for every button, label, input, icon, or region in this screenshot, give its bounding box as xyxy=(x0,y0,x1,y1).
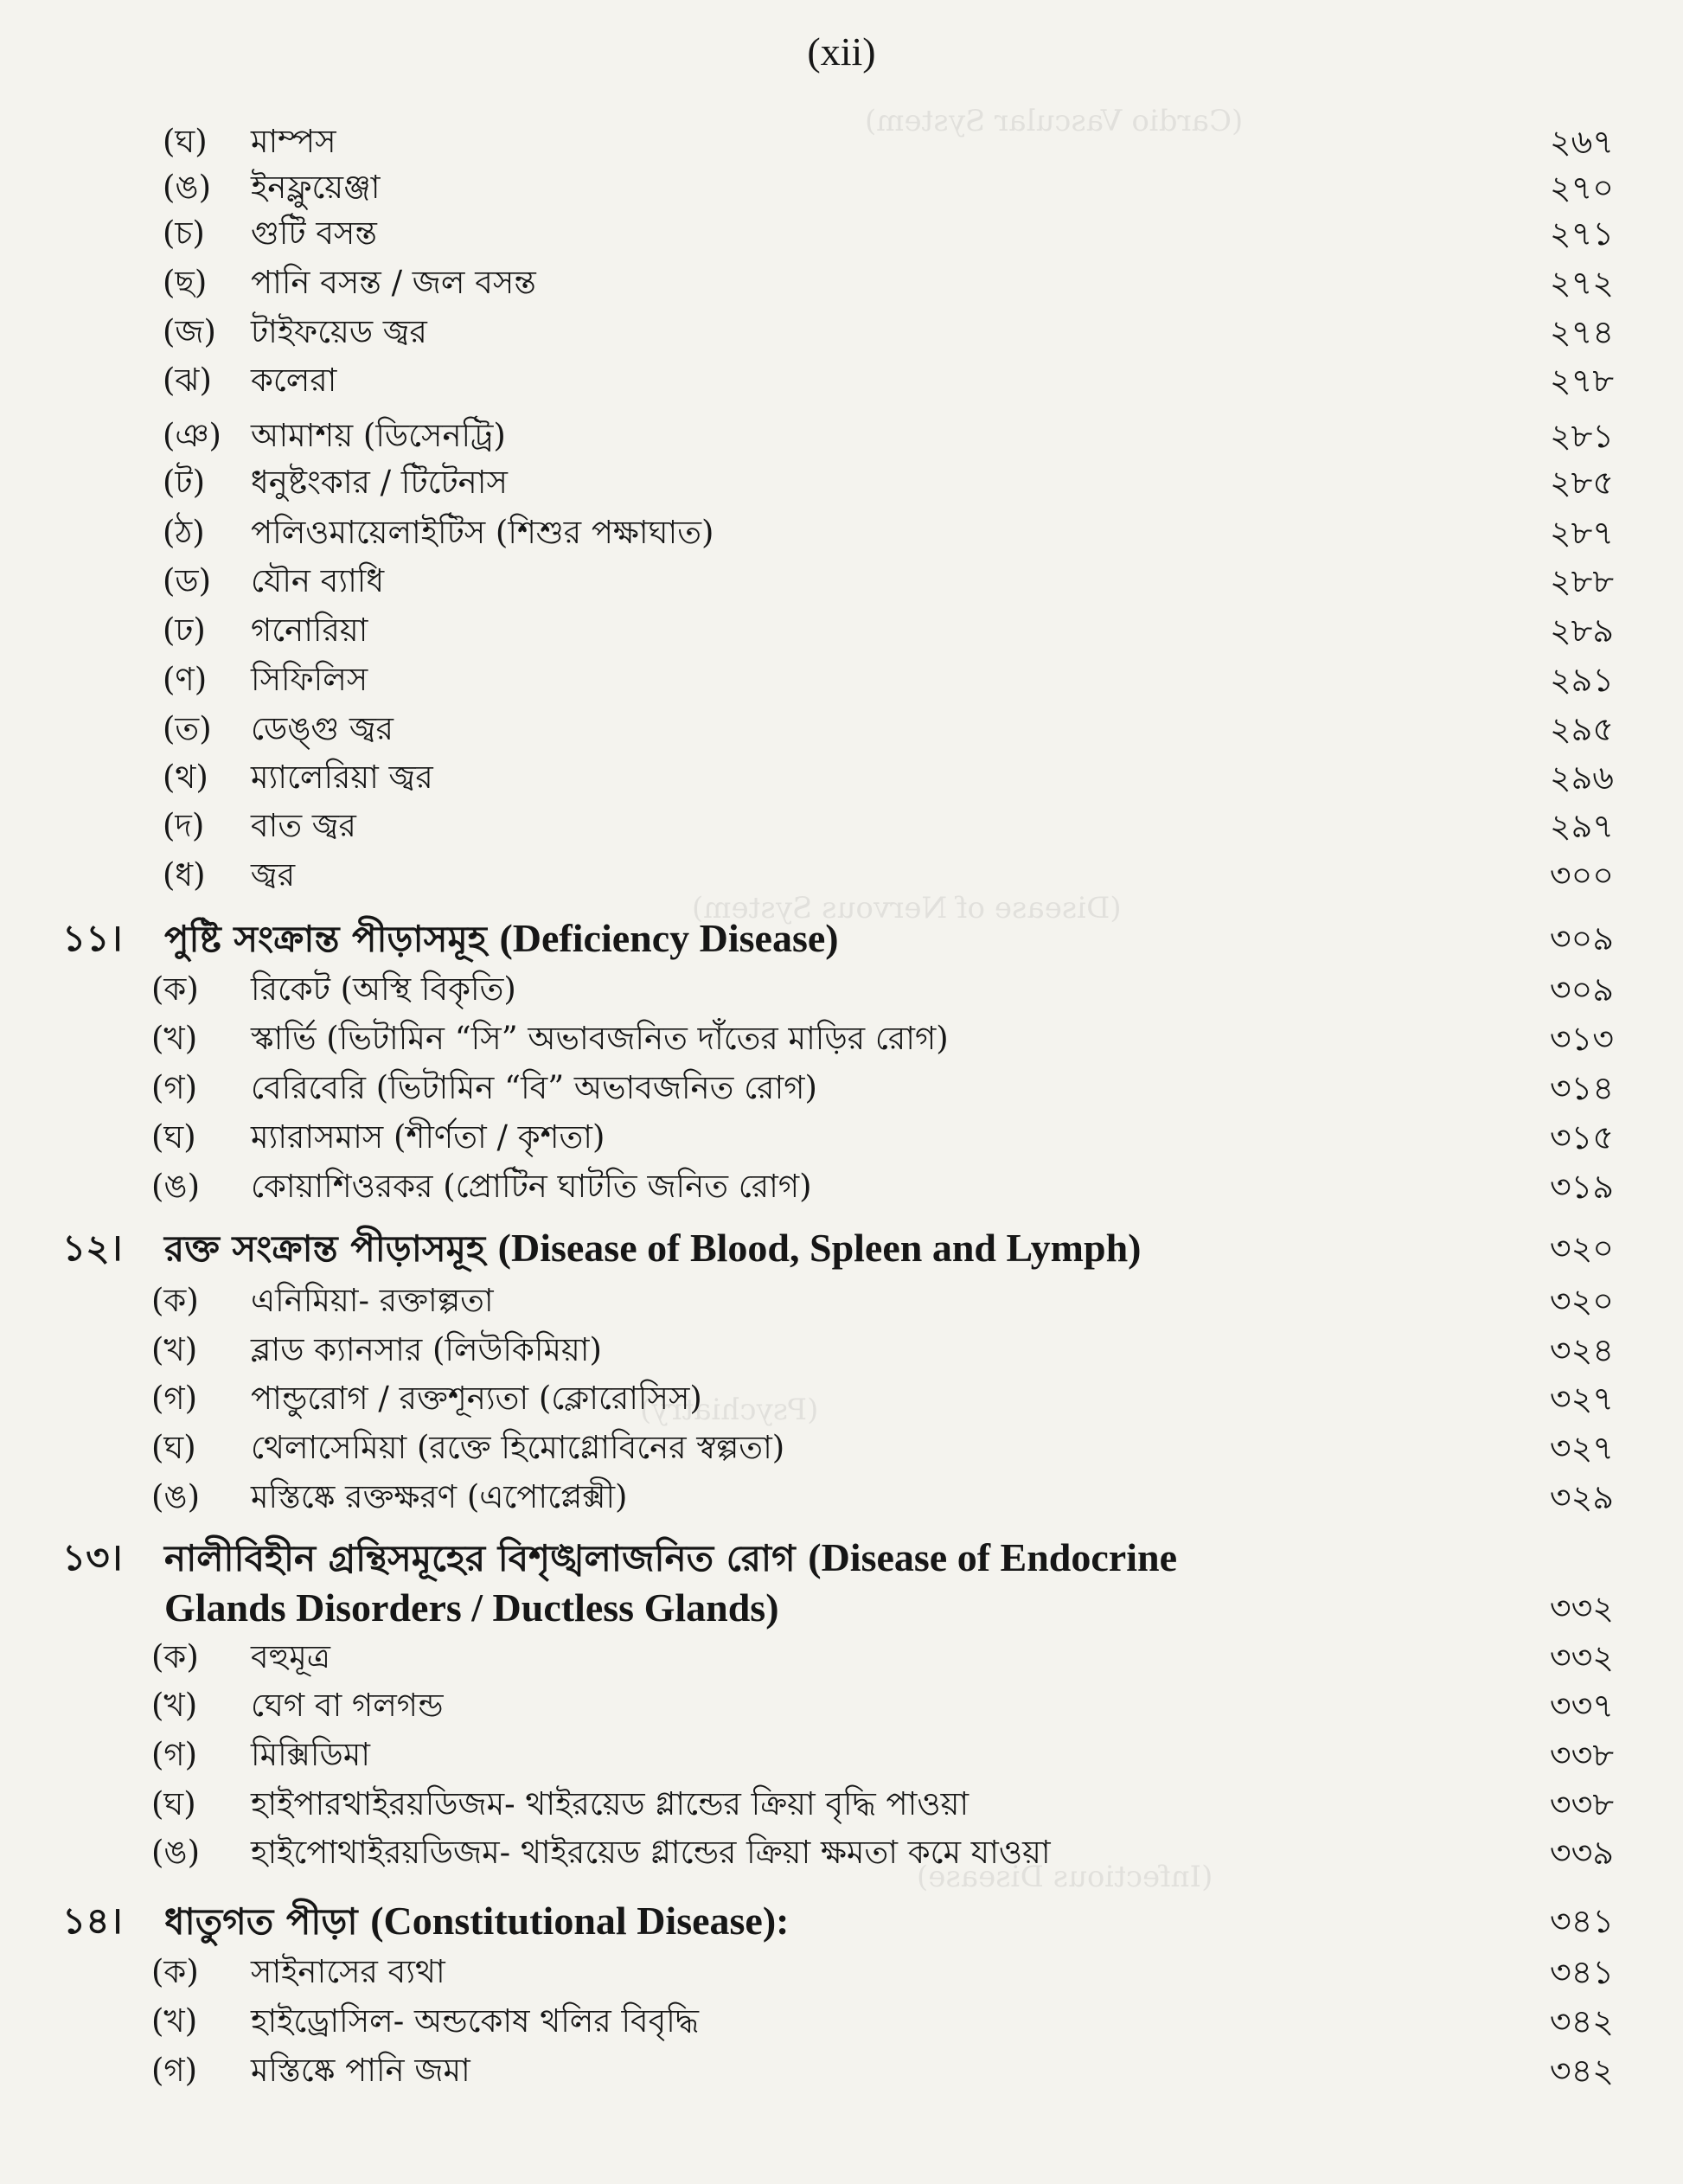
toc-entry xyxy=(0,1999,1683,2044)
entry-marker: (গ) xyxy=(151,1069,198,1106)
entry-title: কোয়াশিওরকর (প্রোটিন ঘাটতি জনিত রোগ) xyxy=(251,1168,812,1205)
toc-entry xyxy=(0,707,1683,752)
entry-marker: (ক) xyxy=(151,970,199,1008)
entry-marker: (ক) xyxy=(151,1282,199,1319)
entry-marker: (থ) xyxy=(163,759,208,796)
toc-entry xyxy=(0,657,1683,702)
entry-title: পান্ডুরোগ / রক্তশূন্যতা (ক্লোরোসিস) xyxy=(251,1380,702,1417)
entry-page: ২৭০ xyxy=(1549,169,1614,207)
entry-title: পলিওমায়েলাইটিস (শিশুর পক্ষাঘাত) xyxy=(251,514,714,551)
section-title-bn: নালীবিহীন গ্রন্থিসমূহের বিশৃঙ্খলাজনিত রোগ xyxy=(164,1537,796,1579)
entry-page: ৩৪১ xyxy=(1549,1953,1614,1991)
toc-entry xyxy=(0,1683,1683,1728)
entry-page: ২৯৫ xyxy=(1549,710,1614,748)
entry-marker: (খ) xyxy=(151,1331,198,1368)
entry-title: ম্যালেরিয়া জ্বর xyxy=(251,759,433,796)
entry-marker: (গ) xyxy=(151,1380,198,1417)
section-heading-endocrine xyxy=(0,1533,1683,1633)
entry-page: ৩২৭ xyxy=(1549,1429,1614,1467)
entry-page: ৩৪২ xyxy=(1549,2002,1614,2040)
entry-marker: (ছ) xyxy=(163,264,208,301)
entry-title: হাইড্রোসিল- অন্ডকোষ থলির বিবৃদ্ধি xyxy=(251,2002,699,2040)
entry-title: স্কার্ভি (ভিটামিন “সি” অভাবজনিত দাঁতের মাড়ির রোগ) xyxy=(251,1020,949,1057)
entry-title: ব্লাড ক্যানসার (লিউকিমিয়া) xyxy=(251,1331,602,1368)
entry-title: বহুমূত্র xyxy=(251,1638,330,1675)
entry-page: ৩০০ xyxy=(1549,856,1614,894)
entry-title: আমাশয় (ডিসেনট্রি) xyxy=(251,417,506,454)
entry-page: ২৮৭ xyxy=(1549,514,1614,552)
entry-marker: (ক) xyxy=(151,1953,199,1990)
entry-title: যৌন ব্যাধি xyxy=(251,562,385,599)
entry-title: হাইপোথাইরয়ডিজম- থাইরয়েড গ্লান্ডের ক্রিয়া ক্ষমতা কমে যাওয়া xyxy=(251,1834,1051,1871)
section-page: ৩২০ xyxy=(1549,1229,1614,1267)
entry-page: ৩২৯ xyxy=(1549,1478,1614,1516)
entry-marker: (ক) xyxy=(151,1638,199,1675)
entry-marker: (চ) xyxy=(163,215,205,252)
entry-marker: (গ) xyxy=(151,2052,198,2089)
toc-entry xyxy=(0,1164,1683,1209)
toc-entry xyxy=(0,804,1683,849)
entry-page: ২৭১ xyxy=(1549,215,1614,253)
entry-title: ডেঙ্গু জ্বর xyxy=(251,710,394,747)
entry-title: পানি বসন্ত / জল বসন্ত xyxy=(251,264,536,301)
entry-marker: (ঢ) xyxy=(163,612,206,649)
toc-entry xyxy=(0,1278,1683,1323)
entry-page: ৩৩৯ xyxy=(1549,1834,1614,1872)
toc-entry xyxy=(0,310,1683,355)
entry-title: কলেরা xyxy=(251,362,337,399)
entry-marker: (ড) xyxy=(163,562,212,599)
section-number: ১৪। xyxy=(62,1899,123,1942)
entry-title: রিকেট (অস্থি বিকৃতি) xyxy=(251,970,516,1008)
entry-page: ২৭২ xyxy=(1549,264,1614,302)
entry-title: মস্তিষ্কে পানি জমা xyxy=(251,2052,470,2089)
entry-page: ২৯৬ xyxy=(1549,759,1614,797)
entry-marker: (জ) xyxy=(163,313,216,350)
entry-marker: (ঘ) xyxy=(151,1785,196,1822)
entry-title: ধনুষ্টংকার / টিটেনাস xyxy=(251,464,508,501)
entry-page: ২৮১ xyxy=(1549,417,1614,455)
toc-entry xyxy=(0,1425,1683,1470)
entry-marker: (ঝ) xyxy=(163,362,212,399)
toc-entry xyxy=(0,510,1683,555)
entry-title: মস্তিষ্কে রক্তক্ষরণ (এপোপ্লেক্সী) xyxy=(251,1478,628,1515)
entry-marker: (দ) xyxy=(163,807,205,844)
toc-entry xyxy=(0,559,1683,604)
entry-page: ৩০৯ xyxy=(1549,970,1614,1009)
toc-entry xyxy=(0,1635,1683,1680)
entry-title: ইনফ্লুয়েঞ্জা xyxy=(251,169,381,206)
entry-page: ৩১৩ xyxy=(1549,1020,1614,1058)
entry-page: ২৮৮ xyxy=(1549,562,1614,600)
entry-marker: (ঠ) xyxy=(163,514,205,551)
toc-entry xyxy=(0,755,1683,800)
toc-entry xyxy=(0,460,1683,505)
toc-entry xyxy=(0,1830,1683,1875)
section-title-en: (Disease of Endocrine xyxy=(808,1535,1178,1579)
section-title-bn: রক্ত সংক্রান্ত পীড়াসমূহ xyxy=(164,1227,486,1270)
toc-entry xyxy=(0,2048,1683,2093)
entry-title: বাত জ্বর xyxy=(251,807,356,844)
entry-page: ৩৩৮ xyxy=(1549,1785,1614,1823)
entry-page: ২৭৮ xyxy=(1549,362,1614,400)
toc-entry xyxy=(0,853,1683,898)
entry-page: ৩২৪ xyxy=(1549,1331,1614,1369)
entry-title: সাইনাসের ব্যথা xyxy=(251,1953,445,1990)
toc-entry xyxy=(0,1115,1683,1160)
entry-marker: (ঞ) xyxy=(163,417,221,454)
entry-title: থেলাসেমিয়া (রক্তে হিমোগ্লোবিনের স্বল্পতা) xyxy=(251,1429,785,1466)
toc-entry xyxy=(0,1376,1683,1421)
entry-title: ঘেগ বা গলগন্ড xyxy=(251,1687,444,1724)
entry-page: ৩২৭ xyxy=(1549,1380,1614,1418)
toc-entry xyxy=(0,165,1683,210)
toc-entry xyxy=(0,1732,1683,1777)
section-page: ৩৪১ xyxy=(1549,1902,1614,1940)
entry-page: ৩১৯ xyxy=(1549,1168,1614,1206)
entry-marker: (খ) xyxy=(151,1020,198,1057)
section-title-bn: ধাতুগত পীড়া xyxy=(164,1900,358,1943)
entry-marker: (ঘ) xyxy=(151,1429,196,1466)
entry-marker: (খ) xyxy=(151,2002,198,2040)
toc-entry xyxy=(0,1950,1683,1995)
entry-page: ৩২০ xyxy=(1549,1282,1614,1320)
entry-title: মিক্সিডিমা xyxy=(251,1736,370,1773)
entry-marker: (ঙ) xyxy=(163,169,212,206)
toc-entry xyxy=(0,358,1683,403)
entry-marker: (ঙ) xyxy=(151,1834,201,1871)
toc-entry xyxy=(0,608,1683,653)
section-title-bn: পুষ্টি সংক্রান্ত পীড়াসমূহ xyxy=(164,918,487,960)
entry-marker: (খ) xyxy=(151,1687,198,1724)
entry-page: ৩৩৮ xyxy=(1549,1736,1614,1774)
section-page: ৩০৯ xyxy=(1549,919,1614,958)
entry-title: গুটি বসন্ত xyxy=(251,215,377,252)
toc-entry xyxy=(0,119,1683,164)
entry-marker: (ঙ) xyxy=(151,1168,201,1205)
entry-marker: (ঘ) xyxy=(151,1118,196,1156)
entry-title: গনোরিয়া xyxy=(251,612,368,649)
toc-entry xyxy=(0,1016,1683,1061)
section-title xyxy=(164,1896,789,1947)
entry-title: বেরিবেরি (ভিটামিন “বি” অভাবজনিত রোগ) xyxy=(251,1069,817,1106)
entry-marker: (ঘ) xyxy=(163,123,208,160)
section-title-en-continued: Glands Disorders / Ductless Glands) xyxy=(164,1585,779,1630)
section-title-en: (Constitutional Disease): xyxy=(370,1899,790,1943)
entry-page: ২৭৪ xyxy=(1549,313,1614,351)
toc-entry xyxy=(0,1328,1683,1373)
section-title-en: (Deficiency Disease) xyxy=(499,916,839,960)
entry-marker: (ত) xyxy=(163,710,212,747)
toc-entry xyxy=(0,1475,1683,1520)
entry-title: জ্বর xyxy=(251,856,296,893)
section-title-en: (Disease of Blood, Spleen and Lymph) xyxy=(497,1226,1142,1270)
toc-entry xyxy=(0,967,1683,1012)
entry-marker: (গ) xyxy=(151,1736,198,1773)
section-title xyxy=(164,1533,1177,1584)
section-title xyxy=(164,1223,1141,1274)
section-number: ১৩। xyxy=(62,1536,123,1579)
show-through-text: (Psychiatry) xyxy=(640,1393,819,1427)
show-through-text: (Disease of Nervous System) xyxy=(692,891,1122,925)
entry-page: ৩৩৭ xyxy=(1549,1687,1614,1725)
show-through-text: (Cardio Vascular System) xyxy=(865,104,1244,138)
entry-page: ২৯১ xyxy=(1549,661,1614,699)
show-through-text: (Infectious Disease) xyxy=(917,1860,1213,1894)
entry-title: টাইফয়েড জ্বর xyxy=(251,313,427,350)
entry-marker: (ঙ) xyxy=(151,1478,201,1515)
toc-entry xyxy=(0,413,1683,458)
entry-title: সিফিলিস xyxy=(251,661,368,698)
entry-title: এনিমিয়া- রক্তাল্পতা xyxy=(251,1282,494,1319)
entry-page: ৩৪২ xyxy=(1549,2052,1614,2090)
entry-title: ম্যারাসমাস (শীর্ণতা / কৃশতা) xyxy=(251,1118,605,1156)
page-number: (xii) xyxy=(807,29,876,74)
entry-title: মাম্পস xyxy=(251,123,336,160)
entry-page: ২৮৯ xyxy=(1549,612,1614,650)
section-number: ১২। xyxy=(62,1226,123,1269)
toc-entry xyxy=(0,211,1683,256)
section-number: ১১। xyxy=(62,917,123,959)
entry-marker: (ণ) xyxy=(163,661,208,698)
entry-page: ২৯৭ xyxy=(1549,807,1614,845)
entry-marker: (ট) xyxy=(163,464,206,501)
entry-page: ৩৩২ xyxy=(1549,1638,1614,1676)
entry-page: ২৬৭ xyxy=(1549,123,1614,161)
entry-marker: (ধ) xyxy=(163,856,206,893)
entry-title: হাইপারথাইরয়ডিজম- থাইরয়েড গ্লান্ডের ক্রিয়া বৃদ্ধি পাওয়া xyxy=(251,1785,969,1822)
toc-entry xyxy=(0,1782,1683,1827)
entry-page: ৩১৫ xyxy=(1549,1118,1614,1156)
entry-page: ২৮৫ xyxy=(1549,464,1614,502)
toc-entry xyxy=(0,260,1683,305)
entry-page: ৩১৪ xyxy=(1549,1069,1614,1107)
toc-entry xyxy=(0,1066,1683,1111)
section-title xyxy=(164,913,839,964)
section-page: ৩৩২ xyxy=(1549,1589,1614,1627)
